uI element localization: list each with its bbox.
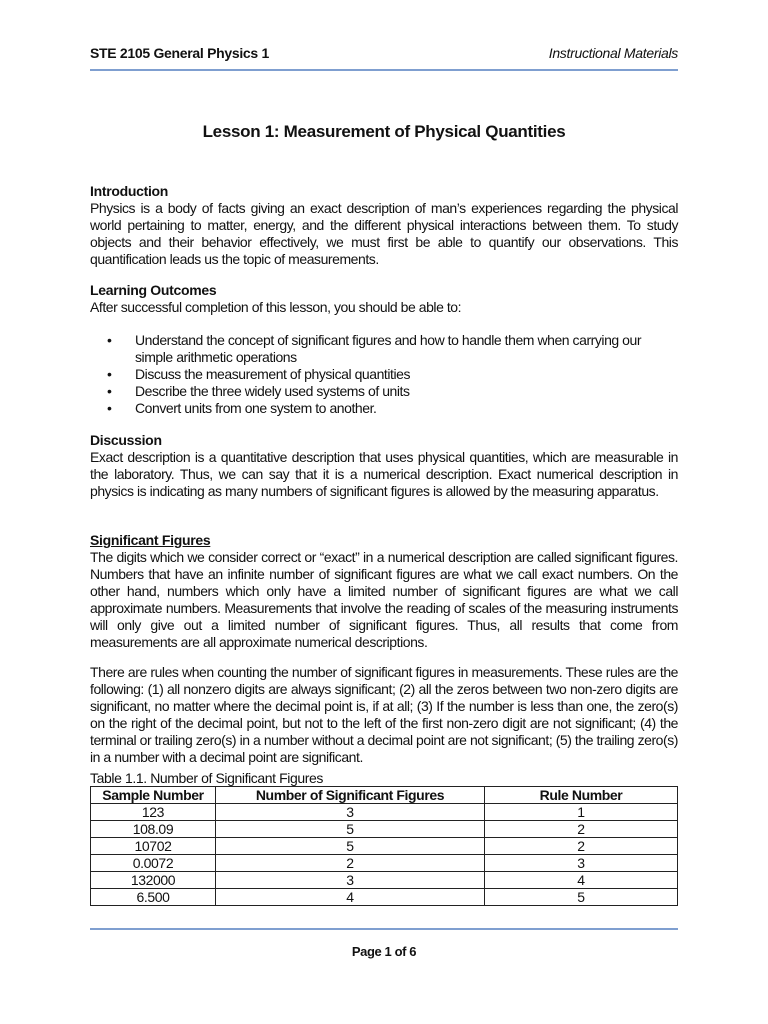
discussion-text: Exact description is a quantitative description that uses physical quantities, which are measurable in the laboratory. Thus, we can say that it is a numerical description. Exact numerical description in physics is indicating as many numbers of significant figures is allowed by the measuring apparatus.: [90, 449, 678, 499]
cell: 3: [216, 872, 485, 889]
list-item: • Convert units from one system to another.: [135, 400, 678, 417]
introduction-section: [90, 183, 678, 268]
table-caption: Table 1.1. Number of Significant Figures: [90, 770, 324, 786]
introduction-text: Physics is a body of facts giving an exact description of man’s experiences regarding the physical world pertaining to matter, energy, and the different physical interactions between them. To study objects and their behavior effectively, we must first be able to quantify our observations. This quantification leads us the topic of measurements.: [90, 200, 678, 267]
cell: 2: [485, 821, 678, 838]
list-item: • Discuss the measurement of physical quantities: [135, 366, 678, 383]
outcomes-section: [90, 282, 678, 417]
cell: 5: [216, 821, 485, 838]
sigfig-table: [90, 786, 678, 906]
table-row: [91, 855, 678, 872]
introduction-heading: Introduction: [90, 183, 169, 199]
table-row: [91, 889, 678, 906]
outcomes-intro: After successful completion of this lesson, you should be able to:: [90, 299, 462, 315]
table-row: [91, 838, 678, 855]
cell: 132000: [91, 872, 216, 889]
header-cell: Rule Number: [485, 787, 678, 804]
header-right: Instructional Materials: [548, 45, 678, 61]
cell: 4: [485, 872, 678, 889]
table-row: [91, 821, 678, 838]
page-header: [90, 45, 678, 61]
cell: 0.0072: [91, 855, 216, 872]
outcomes-list: [90, 332, 678, 417]
page-number: Page 1 of 6: [351, 944, 417, 959]
footer-divider: [90, 928, 678, 930]
table-section: [90, 770, 678, 906]
cell: 5: [485, 889, 678, 906]
table-row: [91, 872, 678, 889]
cell: 4: [216, 889, 485, 906]
cell: 3: [485, 855, 678, 872]
sigfigs-section: [90, 532, 678, 766]
cell: 3: [216, 804, 485, 821]
header-cell: Sample Number: [91, 787, 216, 804]
cell: 1: [485, 804, 678, 821]
sigfigs-heading: Significant Figures: [90, 532, 211, 548]
course-title: STE 2105 General Physics 1: [90, 45, 269, 61]
sigfigs-rules: There are rules when counting the number of significant figures in measurements. These rules are the following: (1) all nonzero digits are always significant; (2) all the zeros between two non-zero digits are significant, no matter where the decimal point is, if at all; (3) If the number is less than one, the zero(s) on the right of the decimal point, but not to the left of the first non-zero digit are not significant; (4) the terminal or trailing zero(s) in a number without a decimal point are not significant; (5) the trailing zero(s) in a number with a decimal point are significant.: [90, 664, 678, 765]
table-header-row: [91, 787, 678, 804]
cell: 2: [216, 855, 485, 872]
discussion-heading: Discussion: [90, 432, 162, 448]
cell: 2: [485, 838, 678, 855]
cell: 10702: [91, 838, 216, 855]
cell: 108.09: [91, 821, 216, 838]
list-item: • Describe the three widely used systems of units: [135, 383, 678, 400]
table-row: [91, 804, 678, 821]
cell: 6.500: [91, 889, 216, 906]
cell: 5: [216, 838, 485, 855]
header-cell: Number of Significant Figures: [216, 787, 485, 804]
list-item: • Understand the concept of significant figures and how to handle them when carrying our simple arithmetic operations: [135, 332, 678, 366]
discussion-section: [90, 432, 678, 500]
page-title: Lesson 1: Measurement of Physical Quantities: [202, 122, 566, 141]
sigfigs-text: The digits which we consider correct or “exact” in a numerical description are called significant figures. Numbers that have an infinite number of significant figures are what we call exact numbers. On the other hand, numbers which only have a limited number of significant figures are what we call approximate numbers. Measurements that involve the reading of scales of the measuring instruments will only give out a limited number of significant figures. Thus, all results that come from measurements are all approximate numerical descriptions.: [90, 549, 678, 650]
header-divider: [90, 69, 678, 71]
outcomes-heading: Learning Outcomes: [90, 282, 217, 298]
cell: 123: [91, 804, 216, 821]
